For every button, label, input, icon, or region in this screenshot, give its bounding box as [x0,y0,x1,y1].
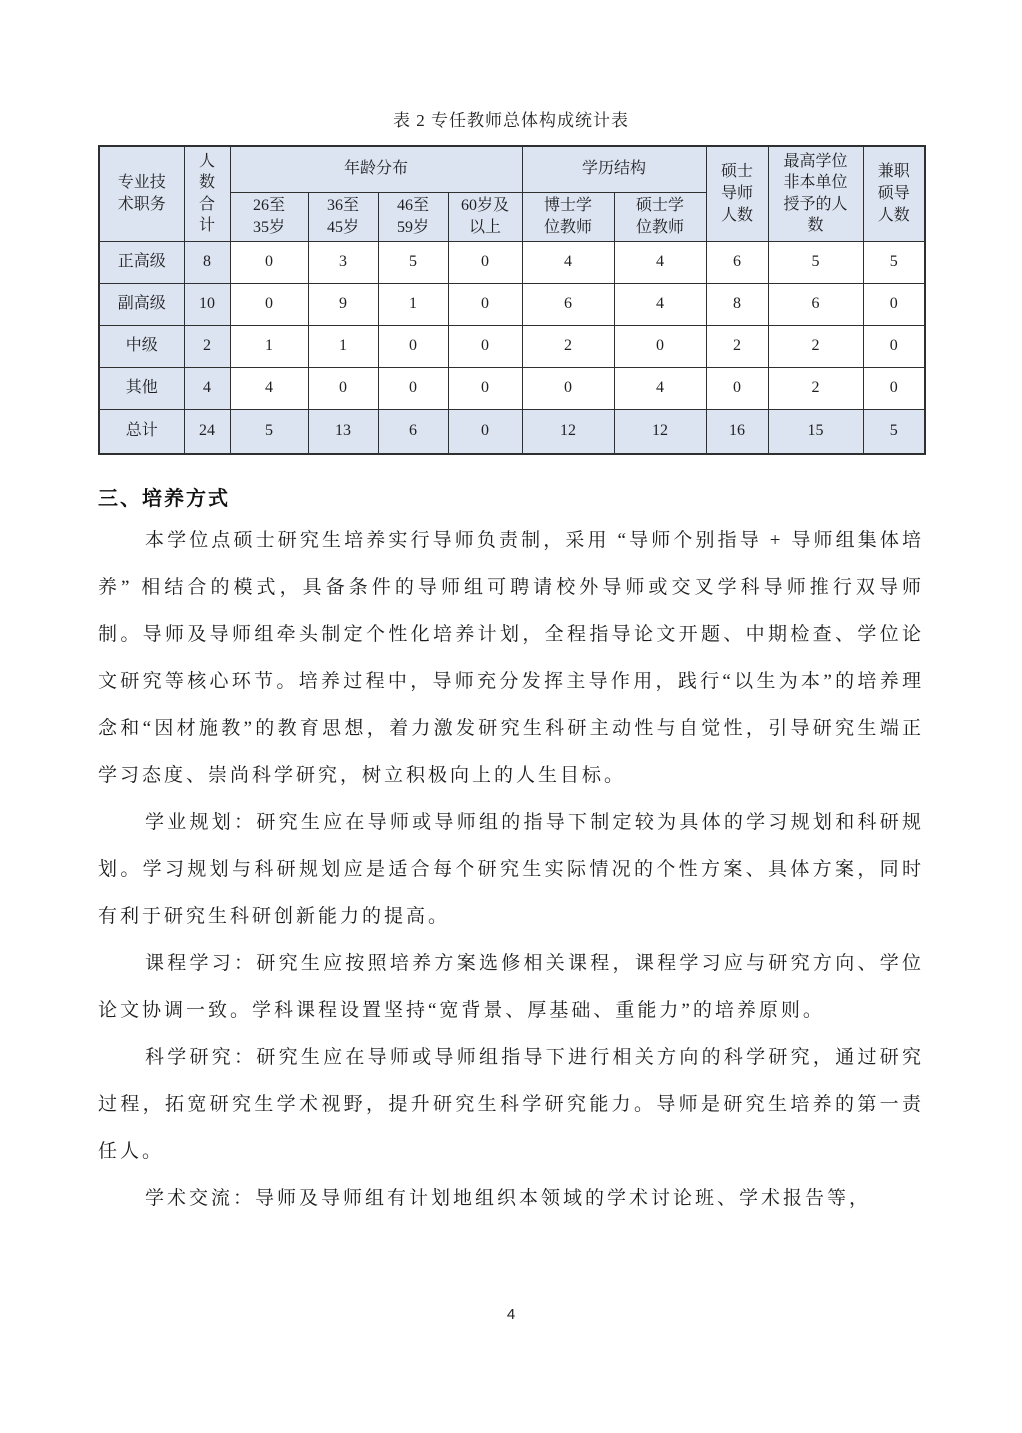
row-label: 正高级 [99,241,184,283]
table-cell: 0 [448,367,522,409]
table-cell: 6 [706,241,768,283]
header-phd-degree-teachers: 博士学 位教师 [522,192,614,241]
table-cell: 1 [308,325,378,367]
header-degree-structure-group: 学历结构 [522,146,706,192]
header-age-46-59: 46至 59岁 [378,192,448,241]
table-cell: 2 [522,325,614,367]
table-cell: 5 [863,409,925,454]
table-cell: 5 [230,409,308,454]
table-cell: 6 [768,283,863,325]
page-content [98,0,924,1222]
header-age-36-45: 36至 45岁 [308,192,378,241]
table-cell: 13 [308,409,378,454]
table-cell: 0 [706,367,768,409]
table-cell: 0 [230,241,308,283]
table-cell: 0 [863,367,925,409]
table-cell: 2 [768,367,863,409]
header-age-26-35: 26至 35岁 [230,192,308,241]
table-cell: 1 [230,325,308,367]
table-cell: 0 [522,367,614,409]
table-cell: 15 [768,409,863,454]
table-cell: 0 [378,325,448,367]
table-cell: 3 [308,241,378,283]
header-group-row [99,146,925,192]
row-label: 总计 [99,409,184,454]
table-cell: 4 [614,241,706,283]
table-cell: 2 [768,325,863,367]
table-cell: 8 [184,241,230,283]
header-parttime-supervisors: 兼职 硕导 人数 [863,146,925,241]
row-label: 其他 [99,367,184,409]
table-cell: 4 [184,367,230,409]
table-cell: 9 [308,283,378,325]
row-label: 中级 [99,325,184,367]
table-cell: 10 [184,283,230,325]
header-age-60-plus: 60岁及 以上 [448,192,522,241]
table-cell: 5 [378,241,448,283]
table-row [99,325,925,367]
teacher-stats-table [98,145,926,455]
table-cell: 4 [522,241,614,283]
table-cell: 0 [230,283,308,325]
table-cell: 4 [230,367,308,409]
paragraph-course-study: 课程学习：研究生应按照培养方案选修相关课程，课程学习应与研究方向、学位论文协调一致。学科课程设置坚持“宽背景、厚基础、重能力”的培养原则。 [98,953,924,1021]
table-cell: 0 [448,409,522,454]
table-cell: 1 [378,283,448,325]
table-body [99,241,925,454]
row-label: 副高级 [99,283,184,325]
table-cell: 8 [706,283,768,325]
table-cell: 6 [522,283,614,325]
table-cell: 2 [706,325,768,367]
header-master-degree-teachers: 硕士学 位教师 [614,192,706,241]
table-cell: 6 [378,409,448,454]
table-cell: 16 [706,409,768,454]
header-external-highest-degree: 最高学位 非本单位 授予的人 数 [768,146,863,241]
table-cell: 0 [863,325,925,367]
table-row [99,241,925,283]
table-cell: 0 [863,283,925,325]
table-cell: 2 [184,325,230,367]
table-cell: 0 [308,367,378,409]
paragraph-scientific-research: 科学研究：研究生应在导师或导师组指导下进行相关方向的科学研究，通过研究过程，拓宽研究生学术视野，提升研究生科学研究能力。导师是研究生培养的第一责任人。 [98,1047,924,1162]
header-master-supervisors: 硕士 导师 人数 [706,146,768,241]
header-total-count: 人 数 合 计 [184,146,230,241]
paragraph-training-system: 本学位点硕士研究生培养实行导师负责制，采用 “导师个别指导 + 导师组集体培养” 相结合的模式，具备条件的导师组可聘请校外导师或交叉学科导师推行双导师制。导师及导师组牵头制定个性化培养计划，全程指导论文开题、中期检查、学位论文研究等核心环节。培养过程中，导师充分发挥主导作用，践行“以生为本”的培养理念和“因材施教”的教育思想，着力激发研究生科研主动性与自觉性，引导研究生端正学习态度、崇尚科学研究，树立积极向上的人生目标。 [98,530,924,786]
header-age-distribution-group: 年龄分布 [230,146,522,192]
table-cell: 0 [448,325,522,367]
paragraph-academic-exchange: 学术交流：导师及导师组有计划地组织本领域的学术讨论班、学术报告等， [145,1188,872,1209]
section-heading: 三、培养方式 [98,488,230,510]
page-number: 4 [506,1306,516,1323]
table-cell: 4 [614,367,706,409]
table-cell: 12 [614,409,706,454]
table-title: 表 2 专任教师总体构成统计表 [393,111,629,130]
table-header [99,146,925,241]
table-cell: 24 [184,409,230,454]
table-cell: 0 [448,241,522,283]
table-cell: 5 [768,241,863,283]
table-row [99,283,925,325]
table-cell: 0 [614,325,706,367]
table-cell: 5 [863,241,925,283]
table-cell: 0 [448,283,522,325]
table-cell: 12 [522,409,614,454]
header-job-title: 专业技 术职务 [99,146,184,241]
table-total-row [99,409,925,454]
table-cell: 4 [614,283,706,325]
table-cell: 0 [378,367,448,409]
table-row [99,367,925,409]
paragraph-academic-planning: 学业规划：研究生应在导师或导师组的指导下制定较为具体的学习规划和科研规划。学习规划与科研规划应是适合每个研究生实际情况的个性方案、具体方案，同时有利于研究生科研创新能力的提高。 [98,812,924,927]
